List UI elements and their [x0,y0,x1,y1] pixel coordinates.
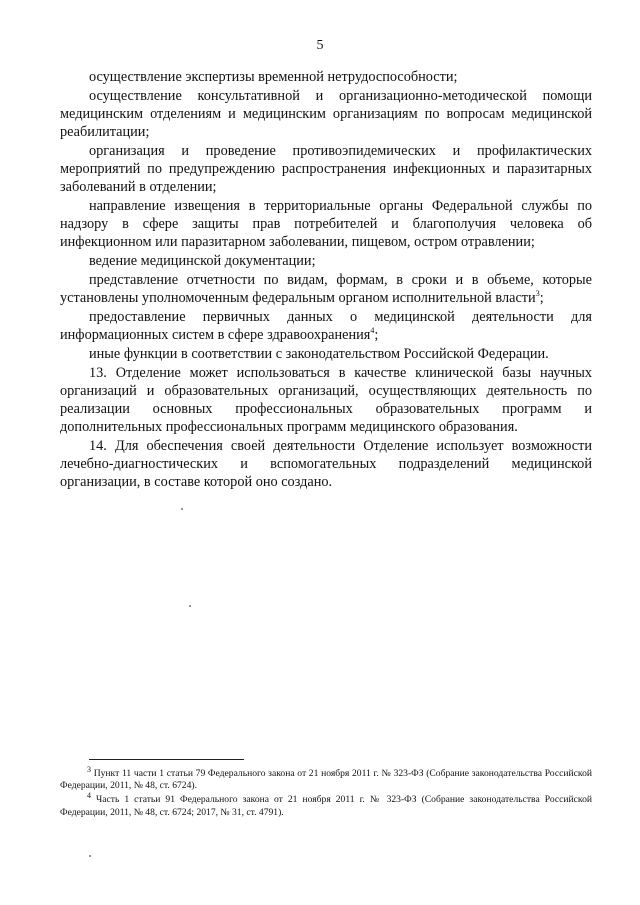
paragraph-6 [60,271,592,307]
footnote-ref-4[interactable]: 4 [370,326,375,336]
paragraph-5: ведение медицинской документации; [89,253,316,269]
footnote-separator [89,759,244,760]
paragraph-4: направление извещения в территориальные органы Федеральной службы по надзору в сфере защиты прав потребителей и благополучия человека об инфекционном или паразитарном заболевании, пищевом, остром отравлении; [60,198,592,250]
footnote-4-text: Часть 1 статьи 91 Федерального закона от 21 ноября 2011 г. № 323-ФЗ (Собрание законодательства Российской Федерации, 2011, № 48, ст. 6724; 2017, № 31, ст. 4791). [60,794,592,818]
paragraph-2: осуществление консультативной и организационно-методической помощи медицинским отделениям и медицинским организациям по вопросам медицинской реабилитации; [60,88,592,140]
paragraph-7-text: предоставление первичных данных о медицинской деятельности для информационных систем в сфере здравоохранения [60,309,592,343]
paragraph-8: иные функции в соответствии с законодательством Российской Федерации. [89,346,549,362]
footnote-3-text: Пункт 11 части 1 статьи 79 Федерального закона от 21 ноября 2011 г. № 323-ФЗ (Собрание законодательства Российской Федерации, 2011, № 48, ст. 6724). [60,768,592,792]
paragraph-7-end: ; [374,327,379,343]
scan-speck [181,508,183,510]
paragraph-3: организация и проведение противоэпидемических и профилактических мероприятий по предупреждению распространения инфекционных и паразитарных заболеваний в отделении; [60,143,592,195]
footnote-ref-3[interactable]: 3 [535,289,540,299]
paragraph-6-text: представление отчетности по видам, формам, в сроки и в объеме, которые установлены уполномоченным федеральным органом исполнительной власти [60,272,592,306]
footnote-3 [60,764,592,792]
scan-speck [189,605,191,607]
footnote-mark-4: 4 [87,791,91,801]
paragraph-13: 13. Отделение может использоваться в качестве клинической базы научных организаций и образовательных организаций, осуществляющих деятельность по реализации основных профессиональных образовательных программ и дополнительных профессиональных программ медицинского образования. [60,365,592,435]
paragraph-7 [60,308,592,344]
paragraph-14: 14. Для обеспечения своей деятельности Отделение использует возможности лечебно-диагностических и вспомогательных подразделений медицинской организации, в составе которой оно создано. [60,438,592,490]
page-number: 5 [316,38,324,53]
footnote-4 [60,791,592,818]
paragraph-1: осуществление экспертизы временной нетрудоспособности; [89,69,458,85]
document-body [60,68,592,492]
footnote-mark-3: 3 [87,764,91,774]
footnotes [60,764,592,821]
scan-speck [89,855,91,857]
paragraph-6-end: ; [539,290,544,306]
